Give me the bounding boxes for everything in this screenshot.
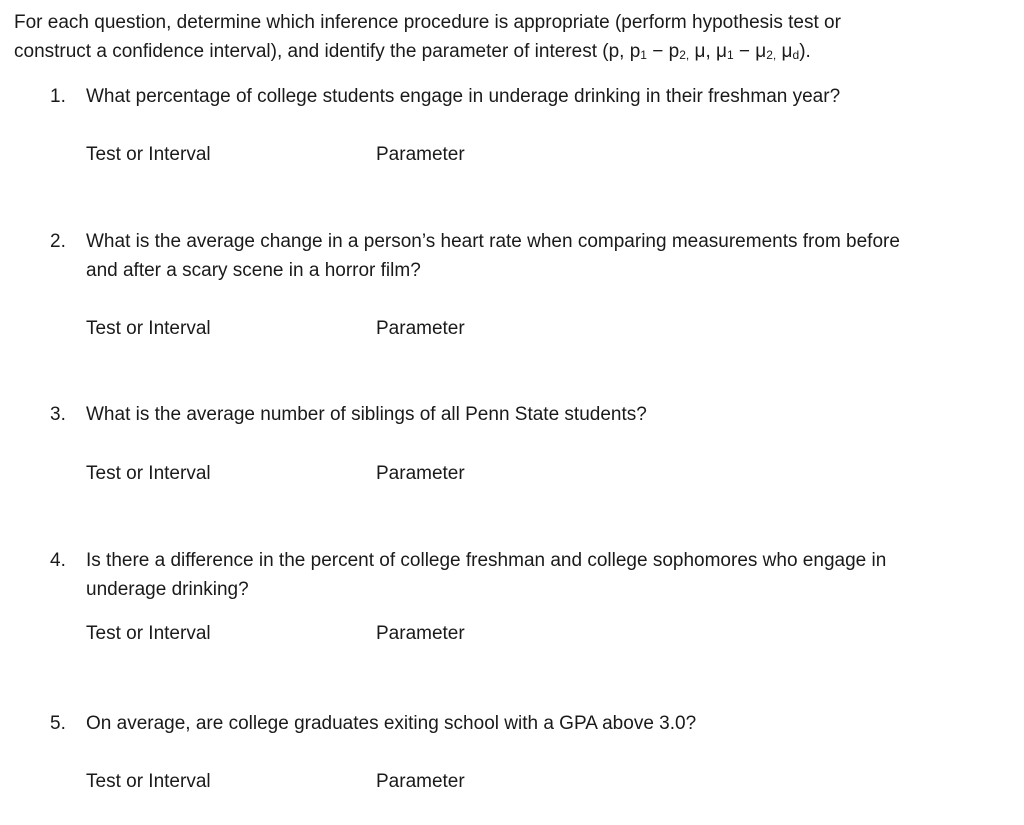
question-2-parameter-label: Parameter [376,318,465,339]
question-1-test-label: Test or Interval [86,144,211,165]
question-3-test-label: Test or Interval [86,463,211,484]
question-3-number: 3. [50,404,66,425]
instructions-text-b: − p [646,41,680,62]
question-4-line-1: Is there a difference in the percent of college freshman and college sophomores who engage in [86,550,887,571]
question-2-text [86,227,986,285]
question-2-line-2: and after a scary scene in a horror film? [86,260,421,281]
instructions-text-c: μ, μ [689,41,727,62]
question-2-line-1: What is the average change in a person’s heart rate when comparing measurements from before [86,231,900,252]
question-5-text [86,709,986,738]
instructions-text-f: ). [799,41,811,62]
question-3-line-1: What is the average number of siblings of all Penn State students? [86,404,647,425]
instructions [14,8,1014,66]
subscript-mud: d [792,48,800,62]
question-1-text [86,82,986,111]
instructions-line-2 [14,37,1014,66]
question-1-number: 1. [50,86,66,107]
question-5-number: 5. [50,713,66,734]
instructions-line-1: For each question, determine which inference procedure is appropriate (perform hypothesis test or [14,12,841,33]
instructions-text-e: μ [776,41,793,62]
question-2-number: 2. [50,231,66,252]
question-4-line-2: underage drinking? [86,579,249,600]
instructions-text-a: construct a confidence interval), and identify the parameter of interest (p, p [14,41,641,62]
question-4-test-label: Test or Interval [86,623,211,644]
subscript-mu1: 1 [726,48,734,62]
question-1-parameter-label: Parameter [376,144,465,165]
question-1-line-1: What percentage of college students engage in underage drinking in their freshman year? [86,86,841,107]
question-3-parameter-label: Parameter [376,463,465,484]
question-4-text [86,546,986,604]
question-3-text [86,400,986,429]
question-2-test-label: Test or Interval [86,318,211,339]
instructions-text-d: − μ [733,41,767,62]
subscript-mu2: 2, [766,48,777,62]
question-5-test-label: Test or Interval [86,771,211,792]
question-4-parameter-label: Parameter [376,623,465,644]
subscript-p1: 1 [640,48,647,62]
question-5-line-1: On average, are college graduates exiting school with a GPA above 3.0? [86,713,697,734]
subscript-p2: 2, [679,48,690,62]
question-4-number: 4. [50,550,66,571]
question-5-parameter-label: Parameter [376,771,465,792]
